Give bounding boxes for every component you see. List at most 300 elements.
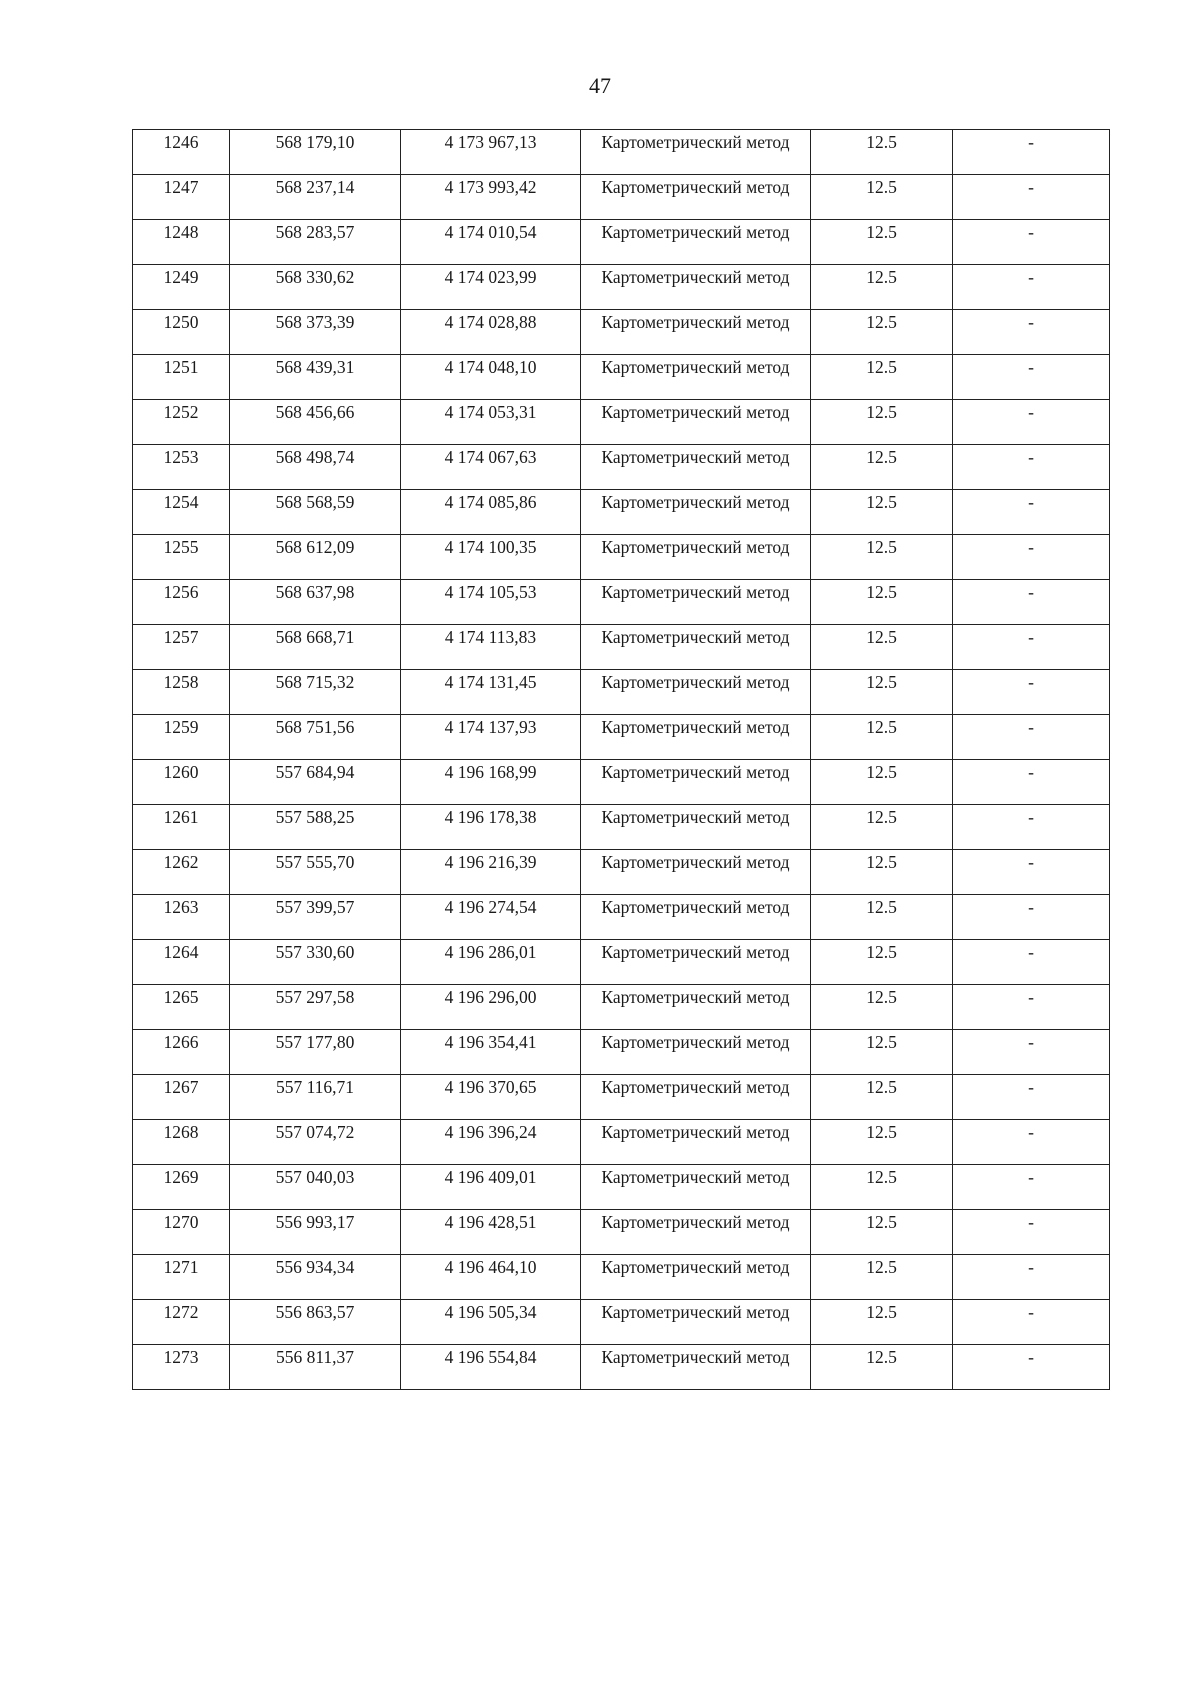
table-row	[133, 265, 1110, 310]
accuracy-cell	[811, 850, 953, 895]
point-number-cell	[133, 1210, 230, 1255]
accuracy-cell	[811, 1255, 953, 1300]
y-coordinate-cell-text: 4 196 216,39	[444, 852, 537, 872]
y-coordinate-cell	[401, 850, 581, 895]
description-cell	[953, 805, 1110, 850]
x-coordinate-cell	[230, 175, 401, 220]
description-cell	[953, 1075, 1110, 1120]
accuracy-cell	[811, 310, 953, 355]
x-coordinate-cell	[230, 1345, 401, 1390]
method-cell	[581, 580, 811, 625]
point-number-cell-text: 1251	[163, 357, 199, 377]
description-cell	[953, 1210, 1110, 1255]
point-number-cell-text: 1253	[163, 447, 199, 467]
y-coordinate-cell	[401, 355, 581, 400]
accuracy-cell-text: 12.5	[866, 1167, 897, 1187]
method-cell	[581, 490, 811, 535]
description-cell	[953, 265, 1110, 310]
y-coordinate-cell-text: 4 196 428,51	[444, 1212, 537, 1232]
x-coordinate-cell-text: 556 993,17	[275, 1212, 355, 1232]
point-number-cell-text: 1266	[163, 1032, 199, 1052]
method-cell-text: Картометрический метод	[601, 1167, 790, 1187]
accuracy-cell	[811, 130, 953, 175]
table-row	[133, 1120, 1110, 1165]
x-coordinate-cell	[230, 220, 401, 265]
table-row	[133, 400, 1110, 445]
y-coordinate-cell	[401, 895, 581, 940]
description-cell-text: -	[1028, 1302, 1034, 1322]
x-coordinate-cell	[230, 130, 401, 175]
x-coordinate-cell	[230, 1030, 401, 1075]
description-cell	[953, 580, 1110, 625]
method-cell	[581, 985, 811, 1030]
accuracy-cell-text: 12.5	[866, 1212, 897, 1232]
method-cell-text: Картометрический метод	[601, 1212, 790, 1232]
method-cell-text: Картометрический метод	[601, 807, 790, 827]
table-row	[133, 850, 1110, 895]
x-coordinate-cell-text: 557 116,71	[275, 1077, 355, 1097]
y-coordinate-cell	[401, 760, 581, 805]
y-coordinate-cell-text: 4 173 993,42	[444, 177, 537, 197]
point-number-cell-text: 1248	[163, 222, 199, 242]
point-number-cell-text: 1268	[163, 1122, 199, 1142]
y-coordinate-cell	[401, 310, 581, 355]
accuracy-cell-text: 12.5	[866, 627, 897, 647]
method-cell	[581, 445, 811, 490]
point-number-cell-text: 1246	[163, 132, 199, 152]
method-cell-text: Картометрический метод	[601, 1032, 790, 1052]
method-cell	[581, 940, 811, 985]
method-cell-text: Картометрический метод	[601, 357, 790, 377]
method-cell	[581, 1075, 811, 1120]
accuracy-cell	[811, 940, 953, 985]
point-number-cell-text: 1270	[163, 1212, 199, 1232]
y-coordinate-cell	[401, 580, 581, 625]
description-cell	[953, 850, 1110, 895]
method-cell	[581, 895, 811, 940]
x-coordinate-cell-text: 556 863,57	[275, 1302, 355, 1322]
accuracy-cell	[811, 985, 953, 1030]
accuracy-cell	[811, 535, 953, 580]
x-coordinate-cell-text: 556 811,37	[275, 1347, 355, 1367]
method-cell	[581, 355, 811, 400]
description-cell	[953, 1255, 1110, 1300]
method-cell-text: Картометрический метод	[601, 177, 790, 197]
x-coordinate-cell-text: 568 568,59	[275, 492, 355, 512]
accuracy-cell	[811, 670, 953, 715]
x-coordinate-cell-text: 568 237,14	[275, 177, 355, 197]
description-cell-text: -	[1028, 492, 1034, 512]
accuracy-cell-text: 12.5	[866, 807, 897, 827]
point-number-cell	[133, 805, 230, 850]
x-coordinate-cell-text: 568 283,57	[275, 222, 355, 242]
point-number-cell-text: 1258	[163, 672, 199, 692]
point-number-cell	[133, 850, 230, 895]
accuracy-cell-text: 12.5	[866, 1257, 897, 1277]
description-cell	[953, 535, 1110, 580]
method-cell	[581, 625, 811, 670]
x-coordinate-cell	[230, 985, 401, 1030]
point-number-cell-text: 1260	[163, 762, 199, 782]
x-coordinate-cell	[230, 670, 401, 715]
method-cell-text: Картометрический метод	[601, 267, 790, 287]
x-coordinate-cell	[230, 1300, 401, 1345]
method-cell	[581, 1210, 811, 1255]
x-coordinate-cell-text: 557 555,70	[275, 852, 355, 872]
description-cell-text: -	[1028, 987, 1034, 1007]
y-coordinate-cell-text: 4 196 409,01	[444, 1167, 537, 1187]
table-row	[133, 1255, 1110, 1300]
x-coordinate-cell	[230, 1210, 401, 1255]
x-coordinate-cell-text: 568 439,31	[275, 357, 355, 377]
method-cell-text: Картометрический метод	[601, 222, 790, 242]
description-cell-text: -	[1028, 267, 1034, 287]
accuracy-cell-text: 12.5	[866, 402, 897, 422]
description-cell	[953, 1345, 1110, 1390]
method-cell	[581, 310, 811, 355]
method-cell-text: Картометрический метод	[601, 1122, 790, 1142]
y-coordinate-cell-text: 4 196 296,00	[444, 987, 537, 1007]
accuracy-cell-text: 12.5	[866, 357, 897, 377]
accuracy-cell	[811, 625, 953, 670]
x-coordinate-cell	[230, 805, 401, 850]
y-coordinate-cell-text: 4 196 178,38	[444, 807, 537, 827]
point-number-cell	[133, 445, 230, 490]
accuracy-cell	[811, 1345, 953, 1390]
description-cell-text: -	[1028, 1077, 1034, 1097]
description-cell	[953, 1165, 1110, 1210]
description-cell	[953, 310, 1110, 355]
table-row	[133, 1210, 1110, 1255]
coordinates-table	[132, 129, 1110, 1390]
table-row	[133, 580, 1110, 625]
y-coordinate-cell	[401, 220, 581, 265]
y-coordinate-cell	[401, 625, 581, 670]
accuracy-cell	[811, 1210, 953, 1255]
y-coordinate-cell	[401, 130, 581, 175]
y-coordinate-cell-text: 4 174 113,83	[444, 627, 537, 647]
y-coordinate-cell-text: 4 174 023,99	[444, 267, 537, 287]
y-coordinate-cell-text: 4 173 967,13	[444, 132, 537, 152]
y-coordinate-cell-text: 4 174 085,86	[444, 492, 537, 512]
description-cell-text: -	[1028, 762, 1034, 782]
table-row	[133, 535, 1110, 580]
description-cell-text: -	[1028, 537, 1034, 557]
accuracy-cell	[811, 490, 953, 535]
description-cell	[953, 130, 1110, 175]
description-cell-text: -	[1028, 1212, 1034, 1232]
accuracy-cell	[811, 1075, 953, 1120]
y-coordinate-cell-text: 4 174 028,88	[444, 312, 537, 332]
accuracy-cell-text: 12.5	[866, 582, 897, 602]
method-cell	[581, 850, 811, 895]
x-coordinate-cell-text: 557 588,25	[275, 807, 355, 827]
method-cell	[581, 175, 811, 220]
point-number-cell-text: 1261	[163, 807, 199, 827]
x-coordinate-cell	[230, 445, 401, 490]
y-coordinate-cell	[401, 490, 581, 535]
x-coordinate-cell-text: 568 751,56	[275, 717, 355, 737]
point-number-cell-text: 1263	[163, 897, 199, 917]
method-cell	[581, 805, 811, 850]
point-number-cell	[133, 985, 230, 1030]
point-number-cell-text: 1271	[163, 1257, 199, 1277]
y-coordinate-cell	[401, 1120, 581, 1165]
y-coordinate-cell-text: 4 174 053,31	[444, 402, 537, 422]
point-number-cell-text: 1254	[163, 492, 199, 512]
method-cell	[581, 670, 811, 715]
y-coordinate-cell	[401, 1255, 581, 1300]
x-coordinate-cell-text: 568 456,66	[275, 402, 355, 422]
x-coordinate-cell-text: 568 330,62	[275, 267, 355, 287]
y-coordinate-cell-text: 4 174 100,35	[444, 537, 537, 557]
method-cell-text: Картометрический метод	[601, 132, 790, 152]
description-cell-text: -	[1028, 672, 1034, 692]
description-cell	[953, 985, 1110, 1030]
method-cell	[581, 1165, 811, 1210]
description-cell-text: -	[1028, 942, 1034, 962]
point-number-cell-text: 1256	[163, 582, 199, 602]
point-number-cell	[133, 760, 230, 805]
method-cell	[581, 1300, 811, 1345]
description-cell-text: -	[1028, 627, 1034, 647]
y-coordinate-cell	[401, 1210, 581, 1255]
point-number-cell-text: 1259	[163, 717, 199, 737]
description-cell-text: -	[1028, 852, 1034, 872]
method-cell-text: Картометрический метод	[601, 942, 790, 962]
x-coordinate-cell	[230, 940, 401, 985]
point-number-cell-text: 1247	[163, 177, 199, 197]
point-number-cell	[133, 355, 230, 400]
accuracy-cell	[811, 175, 953, 220]
point-number-cell-text: 1252	[163, 402, 199, 422]
method-cell	[581, 130, 811, 175]
accuracy-cell-text: 12.5	[866, 1077, 897, 1097]
x-coordinate-cell-text: 568 715,32	[275, 672, 355, 692]
accuracy-cell	[811, 445, 953, 490]
point-number-cell	[133, 535, 230, 580]
accuracy-cell-text: 12.5	[866, 1032, 897, 1052]
table-row	[133, 175, 1110, 220]
y-coordinate-cell-text: 4 196 505,34	[444, 1302, 537, 1322]
x-coordinate-cell-text: 568 668,71	[275, 627, 355, 647]
accuracy-cell	[811, 760, 953, 805]
x-coordinate-cell	[230, 895, 401, 940]
description-cell	[953, 1300, 1110, 1345]
method-cell-text: Картометрический метод	[601, 897, 790, 917]
x-coordinate-cell	[230, 1075, 401, 1120]
method-cell-text: Картометрический метод	[601, 1302, 790, 1322]
point-number-cell	[133, 1120, 230, 1165]
point-number-cell-text: 1257	[163, 627, 199, 647]
y-coordinate-cell-text: 4 174 137,93	[444, 717, 537, 737]
x-coordinate-cell-text: 568 373,39	[275, 312, 355, 332]
method-cell	[581, 535, 811, 580]
description-cell	[953, 715, 1110, 760]
description-cell	[953, 760, 1110, 805]
point-number-cell	[133, 1300, 230, 1345]
accuracy-cell-text: 12.5	[866, 492, 897, 512]
point-number-cell	[133, 130, 230, 175]
table-row	[133, 940, 1110, 985]
method-cell-text: Картометрический метод	[601, 762, 790, 782]
point-number-cell	[133, 625, 230, 670]
table-row	[133, 805, 1110, 850]
x-coordinate-cell-text: 557 297,58	[275, 987, 355, 1007]
description-cell-text: -	[1028, 1347, 1034, 1367]
description-cell-text: -	[1028, 717, 1034, 737]
y-coordinate-cell-text: 4 196 370,65	[444, 1077, 537, 1097]
description-cell	[953, 490, 1110, 535]
method-cell	[581, 760, 811, 805]
y-coordinate-cell	[401, 400, 581, 445]
point-number-cell-text: 1262	[163, 852, 199, 872]
accuracy-cell-text: 12.5	[866, 942, 897, 962]
accuracy-cell	[811, 1030, 953, 1075]
x-coordinate-cell	[230, 400, 401, 445]
y-coordinate-cell-text: 4 174 131,45	[444, 672, 537, 692]
description-cell	[953, 940, 1110, 985]
y-coordinate-cell-text: 4 196 274,54	[444, 897, 537, 917]
x-coordinate-cell-text: 557 074,72	[275, 1122, 355, 1142]
description-cell-text: -	[1028, 222, 1034, 242]
y-coordinate-cell-text: 4 196 354,41	[444, 1032, 537, 1052]
accuracy-cell	[811, 895, 953, 940]
method-cell-text: Картометрический метод	[601, 1347, 790, 1367]
method-cell-text: Картометрический метод	[601, 402, 790, 422]
accuracy-cell-text: 12.5	[866, 312, 897, 332]
point-number-cell	[133, 580, 230, 625]
y-coordinate-cell	[401, 715, 581, 760]
accuracy-cell-text: 12.5	[866, 1347, 897, 1367]
x-coordinate-cell	[230, 760, 401, 805]
x-coordinate-cell	[230, 265, 401, 310]
accuracy-cell-text: 12.5	[866, 537, 897, 557]
x-coordinate-cell	[230, 1255, 401, 1300]
method-cell-text: Картометрический метод	[601, 582, 790, 602]
point-number-cell	[133, 1075, 230, 1120]
point-number-cell	[133, 400, 230, 445]
y-coordinate-cell	[401, 265, 581, 310]
x-coordinate-cell-text: 557 177,80	[275, 1032, 355, 1052]
accuracy-cell-text: 12.5	[866, 672, 897, 692]
table-row	[133, 895, 1110, 940]
x-coordinate-cell-text: 568 498,74	[275, 447, 355, 467]
y-coordinate-cell	[401, 175, 581, 220]
description-cell-text: -	[1028, 447, 1034, 467]
accuracy-cell	[811, 1165, 953, 1210]
y-coordinate-cell-text: 4 196 168,99	[444, 762, 537, 782]
y-coordinate-cell-text: 4 196 464,10	[444, 1257, 537, 1277]
accuracy-cell	[811, 220, 953, 265]
accuracy-cell	[811, 715, 953, 760]
y-coordinate-cell	[401, 985, 581, 1030]
table-row	[133, 670, 1110, 715]
accuracy-cell-text: 12.5	[866, 717, 897, 737]
y-coordinate-cell	[401, 940, 581, 985]
x-coordinate-cell-text: 556 934,34	[275, 1257, 355, 1277]
method-cell	[581, 220, 811, 265]
x-coordinate-cell-text: 557 330,60	[275, 942, 355, 962]
description-cell	[953, 1030, 1110, 1075]
table-row	[133, 490, 1110, 535]
y-coordinate-cell	[401, 445, 581, 490]
description-cell-text: -	[1028, 897, 1034, 917]
description-cell-text: -	[1028, 807, 1034, 827]
x-coordinate-cell-text: 557 040,03	[275, 1167, 355, 1187]
y-coordinate-cell	[401, 670, 581, 715]
accuracy-cell-text: 12.5	[866, 897, 897, 917]
x-coordinate-cell-text: 557 684,94	[275, 762, 355, 782]
table-row	[133, 1345, 1110, 1390]
description-cell	[953, 355, 1110, 400]
method-cell	[581, 400, 811, 445]
point-number-cell	[133, 940, 230, 985]
accuracy-cell	[811, 400, 953, 445]
y-coordinate-cell-text: 4 196 396,24	[444, 1122, 537, 1142]
point-number-cell-text: 1272	[163, 1302, 199, 1322]
description-cell-text: -	[1028, 177, 1034, 197]
point-number-cell	[133, 670, 230, 715]
x-coordinate-cell	[230, 535, 401, 580]
accuracy-cell-text: 12.5	[866, 177, 897, 197]
description-cell-text: -	[1028, 1122, 1034, 1142]
method-cell-text: Картометрический метод	[601, 987, 790, 1007]
point-number-cell-text: 1273	[163, 1347, 199, 1367]
description-cell-text: -	[1028, 312, 1034, 332]
x-coordinate-cell	[230, 1120, 401, 1165]
y-coordinate-cell	[401, 1345, 581, 1390]
point-number-cell	[133, 175, 230, 220]
description-cell	[953, 625, 1110, 670]
description-cell-text: -	[1028, 582, 1034, 602]
description-cell	[953, 895, 1110, 940]
y-coordinate-cell-text: 4 196 286,01	[444, 942, 537, 962]
y-coordinate-cell	[401, 535, 581, 580]
y-coordinate-cell-text: 4 196 554,84	[444, 1347, 537, 1367]
accuracy-cell-text: 12.5	[866, 222, 897, 242]
point-number-cell	[133, 490, 230, 535]
point-number-cell	[133, 220, 230, 265]
accuracy-cell-text: 12.5	[866, 852, 897, 872]
method-cell	[581, 715, 811, 760]
method-cell	[581, 1345, 811, 1390]
point-number-cell	[133, 310, 230, 355]
table-row	[133, 1165, 1110, 1210]
accuracy-cell-text: 12.5	[866, 267, 897, 287]
x-coordinate-cell	[230, 625, 401, 670]
description-cell	[953, 1120, 1110, 1165]
table-row	[133, 220, 1110, 265]
point-number-cell	[133, 1165, 230, 1210]
description-cell-text: -	[1028, 1257, 1034, 1277]
point-number-cell-text: 1269	[163, 1167, 199, 1187]
x-coordinate-cell-text: 568 179,10	[275, 132, 355, 152]
method-cell	[581, 1255, 811, 1300]
method-cell-text: Картометрический метод	[601, 1257, 790, 1277]
method-cell-text: Картометрический метод	[601, 447, 790, 467]
accuracy-cell	[811, 1300, 953, 1345]
point-number-cell-text: 1264	[163, 942, 199, 962]
point-number-cell	[133, 265, 230, 310]
table-row	[133, 715, 1110, 760]
x-coordinate-cell	[230, 1165, 401, 1210]
table-row	[133, 625, 1110, 670]
point-number-cell-text: 1267	[163, 1077, 199, 1097]
x-coordinate-cell	[230, 580, 401, 625]
method-cell-text: Картометрический метод	[601, 672, 790, 692]
page-number: 47	[589, 73, 611, 98]
